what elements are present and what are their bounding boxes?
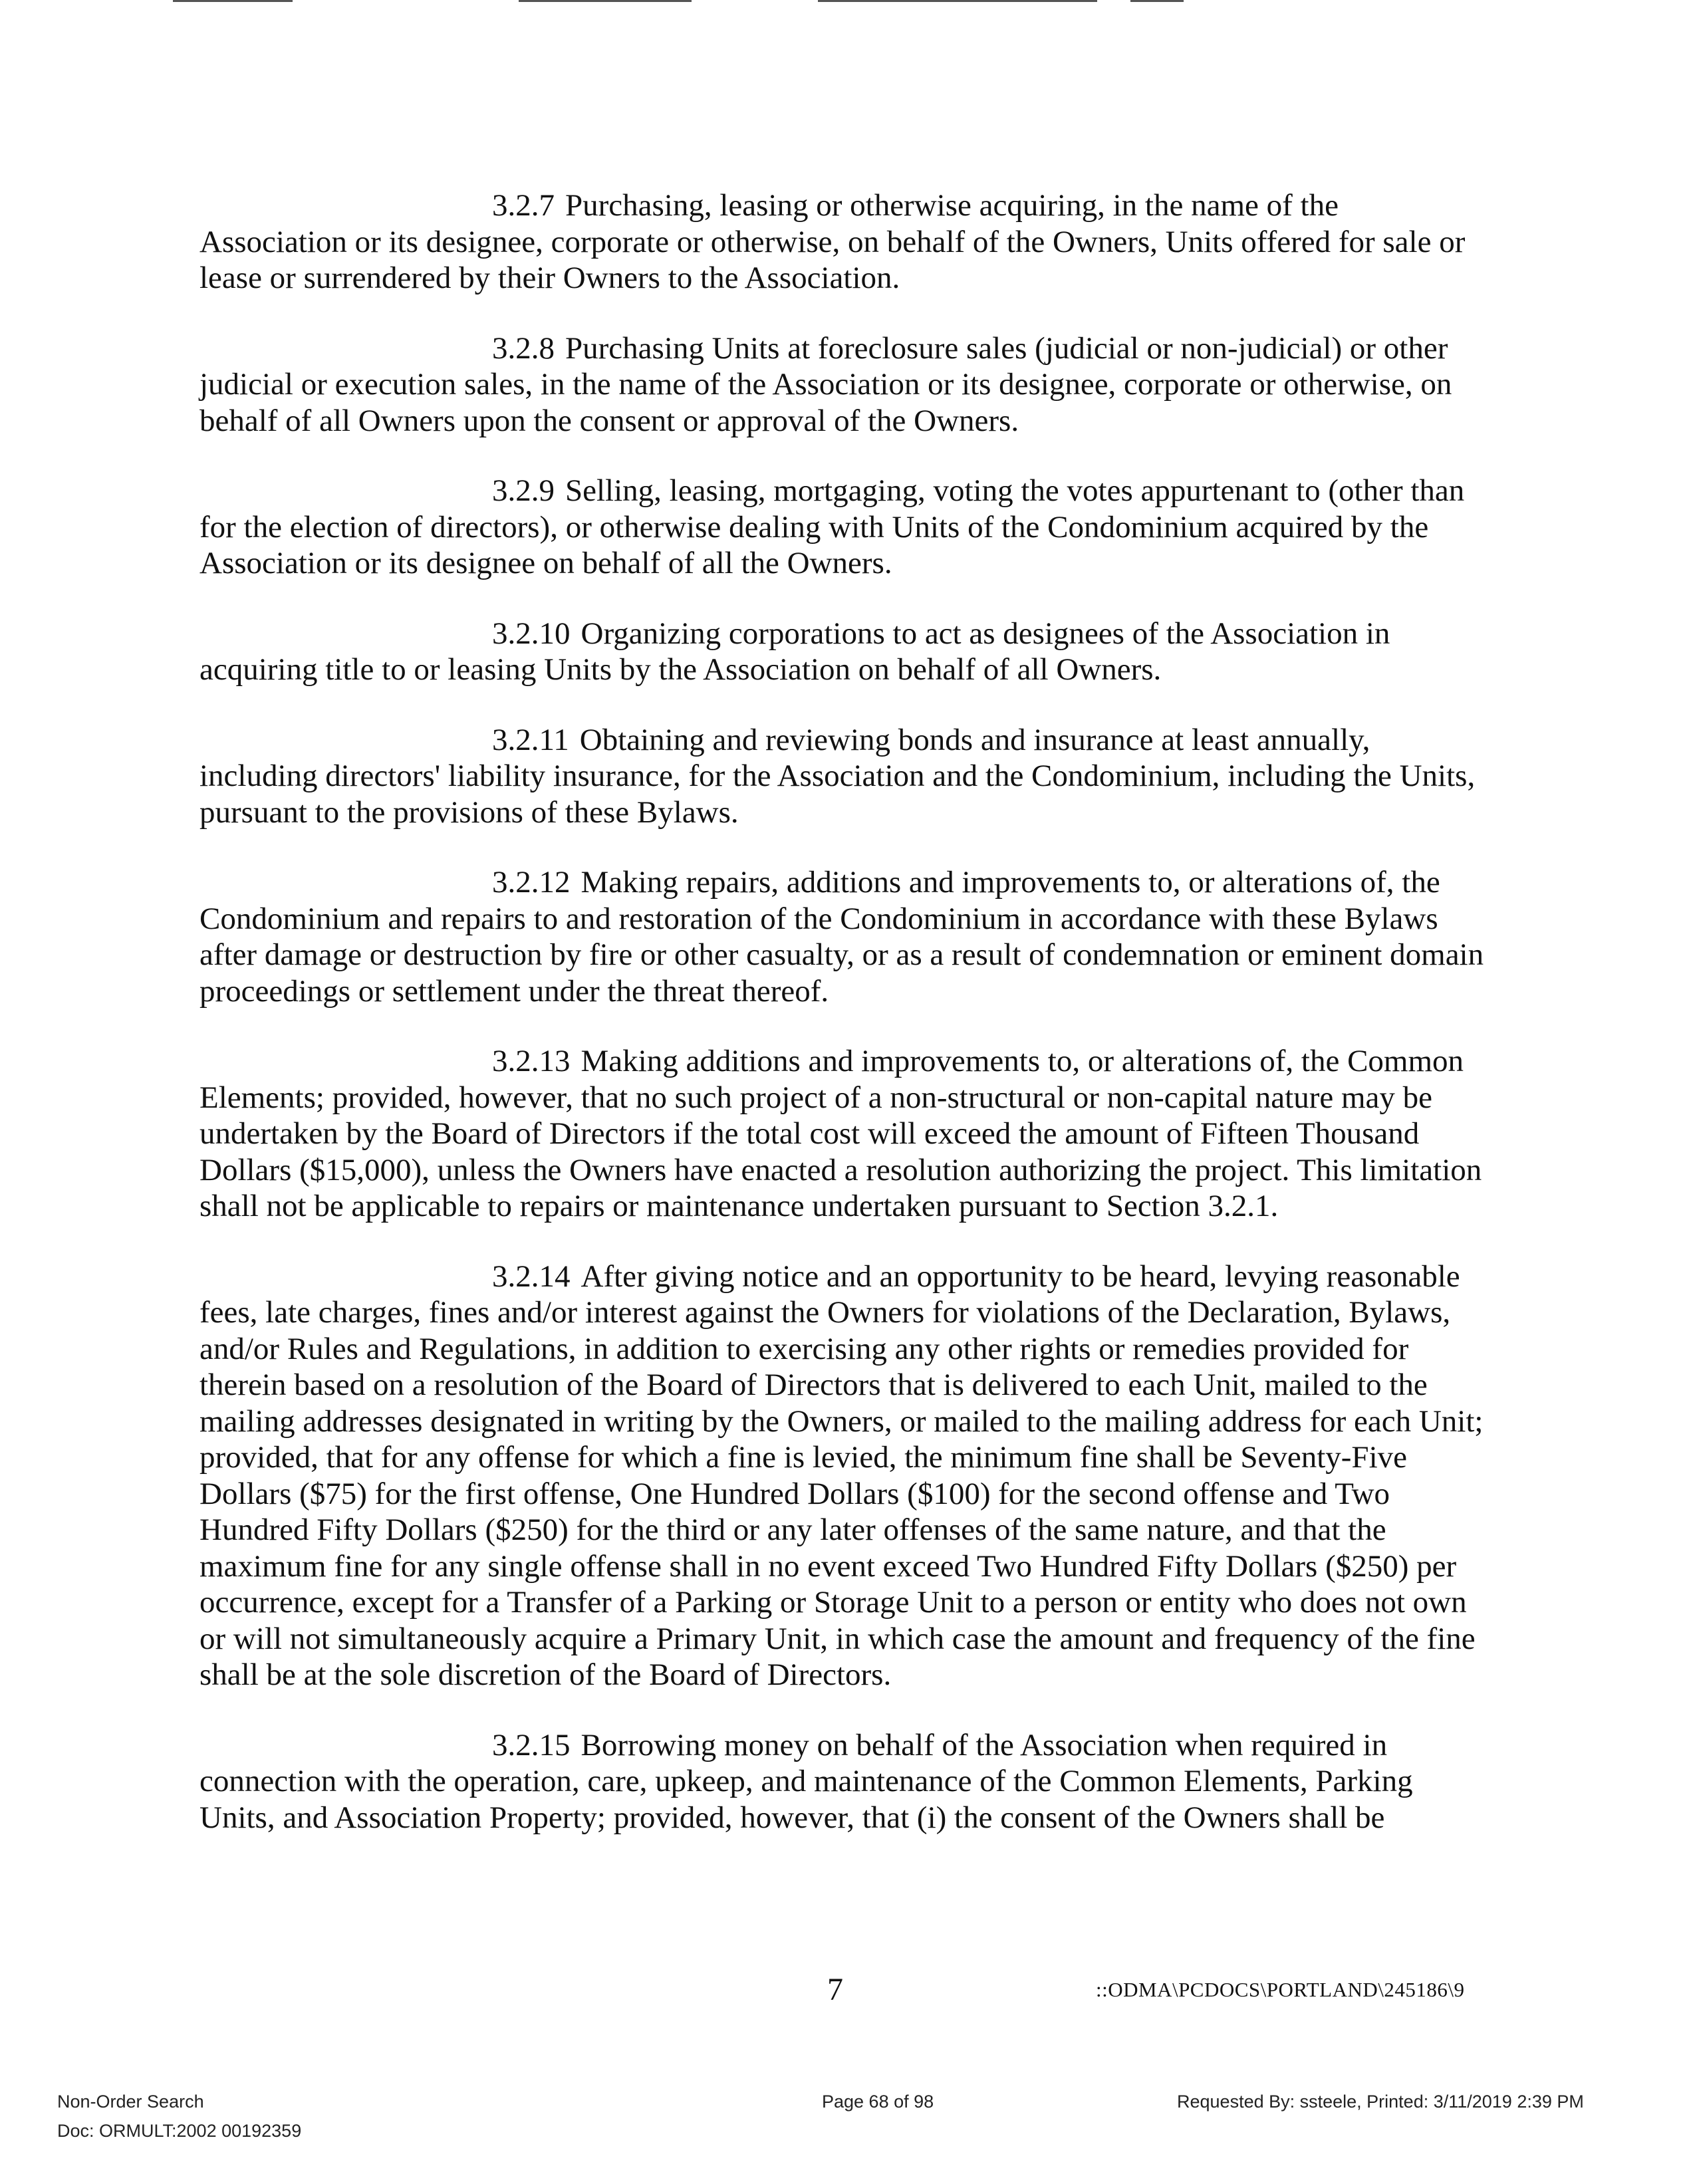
paragraph-number: 3.2.7 [492, 188, 555, 223]
paragraph-text: Borrowing money on behalf of the Association when required in connection with the operation, care, upkeep, and maintenance of the Common Elements, Parking Units, and Association Property; provided, however, that (i) the consent of the Owners shall be [199, 1727, 1413, 1835]
paragraph-text: Obtaining and reviewing bonds and insurance at least annually, including directors' liability insurance, for the Association and the Condominium, including the Units, pursuant to the provisions of these Bylaws. [199, 722, 1476, 830]
paragraph-text: Making repairs, additions and improvements to, or alterations of, the Condominium and repairs to and restoration of the Condominium in accordance with these Bylaws after damage or destruction by fire or other casualty, or as a result of condemnation or eminent domain proceedings or settlement under the threat thereof. [199, 865, 1484, 1009]
paragraph-3-2-10 [199, 616, 1490, 688]
paragraph-number: 3.2.12 [492, 865, 571, 900]
document-path: ::ODMA\PCDOCS\PORTLAND\245186\9 [1096, 1978, 1465, 2001]
paragraph-3-2-15 [199, 1727, 1490, 1836]
paragraph-number: 3.2.15 [492, 1727, 571, 1762]
paragraph-3-2-11 [199, 722, 1490, 831]
scan-artifact-top-edge [0, 0, 1685, 13]
paragraph-text: Organizing corporations to act as designees of the Association in acquiring title to or leasing Units by the Association on behalf of all Owners. [199, 616, 1390, 687]
document-body [199, 187, 1490, 1870]
paragraph-number: 3.2.9 [492, 473, 555, 508]
paragraph-text: Purchasing Units at foreclosure sales (judicial or non-judicial) or other judicial or execution sales, in the name of the Association or its designee, corporate or otherwise, on behalf of all Owners upon the consent or approval of the Owners. [199, 330, 1452, 438]
paragraph-text: Selling, leasing, mortgaging, voting the votes appurtenant to (other than for the election of directors), or otherwise dealing with Units of the Condominium acquired by the Association or its designee on behalf of all the Owners. [199, 473, 1465, 580]
paragraph-text: Purchasing, leasing or otherwise acquiring, in the name of the Association or its designee, corporate or otherwise, on behalf of the Owners, Units offered for sale or lease or surrendered by their Owners to the Association. [199, 188, 1466, 295]
paragraph-3-2-9 [199, 473, 1490, 582]
paragraph-number: 3.2.8 [492, 330, 555, 366]
footer-requested-by: Requested By: ssteele, Printed: 3/11/2019 2:39 PM [1177, 2092, 1584, 2112]
paragraph-number: 3.2.10 [492, 616, 571, 651]
paragraph-3-2-12 [199, 864, 1490, 1009]
footer-search-type: Non-Order Search [57, 2092, 204, 2112]
paragraph-3-2-13 [199, 1043, 1490, 1225]
footer-page-info: Page 68 of 98 [822, 2092, 934, 2112]
paragraph-3-2-7 [199, 187, 1490, 297]
paragraph-text: After giving notice and an opportunity to be heard, levying reasonable fees, late charges, fines and/or interest against the Owners for violations of the Declaration, Bylaws, and/or Rules and Regulations, in addition to exercising any other rights or remedies provided for therein based on a resolution of the Board of Directors that is delivered to each Unit, mailed to the mailing addresses designated in writing by the Owners, or mailed to the mailing address for each Unit; provided, that for any offense for which a fine is levied, the minimum fine shall be Seventy-Five Dollars ($75) for the first offense, One Hundred Dollars ($100) for the second offense and Two Hundred Fifty Dollars ($250) for the third or any later offenses of the same nature, and that the maximum fine for any single offense shall in no event exceed Two Hundred Fifty Dollars ($250) per occurrence, except for a Transfer of a Parking or Storage Unit to a person or entity who does not own or will not simultaneously acquire a Primary Unit, in which case the amount and frequency of the fine shall be at the sole discretion of the Board of Directors. [199, 1259, 1484, 1692]
paragraph-number: 3.2.14 [492, 1259, 571, 1294]
page-number: 7 [827, 1972, 843, 2007]
paragraph-3-2-14 [199, 1259, 1490, 1693]
paragraph-number: 3.2.11 [492, 722, 569, 757]
paragraph-text: Making additions and improvements to, or alterations of, the Common Elements; provided, however, that no such project of a non-structural or non-capital nature may be undertaken by the Board of Directors if the total cost will exceed the amount of Fifteen Thousand Dollars ($15,000), unless the Owners have enacted a resolution authorizing the project. This limitation shall not be applicable to repairs or maintenance undertaken pursuant to Section 3.2.1. [199, 1044, 1482, 1223]
paragraph-number: 3.2.13 [492, 1044, 571, 1078]
footer-doc-id: Doc: ORMULT:2002 00192359 [57, 2121, 302, 2141]
paragraph-3-2-8 [199, 330, 1490, 439]
